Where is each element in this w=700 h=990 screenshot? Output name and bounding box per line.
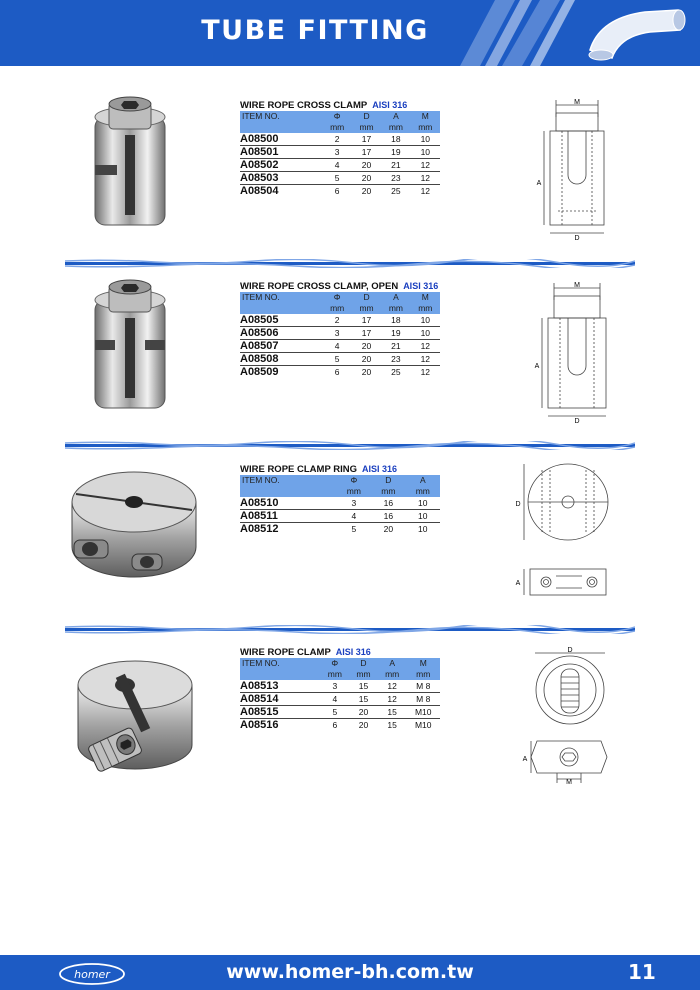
item-code: A08502 [240,159,322,172]
product-title: WIRE ROPE CLAMP [240,647,331,658]
cell: 3 [320,680,349,693]
cell: 12 [378,693,407,706]
col-header: A [406,475,440,486]
table-row [240,340,440,353]
table-row [240,159,440,172]
material-label: AISI 316 [362,464,398,474]
dim-label-a: A [522,756,528,763]
cell: 12 [411,159,440,172]
cross-clamp-open-drawing [528,278,618,423]
item-code: A08510 [240,497,337,510]
clamp-ring-photo [62,462,207,592]
col-header: A [381,111,410,122]
item-code: A08507 [240,340,322,353]
cell: 4 [322,159,351,172]
cell: 17 [352,146,381,159]
cell: 17 [352,327,381,340]
cross-clamp-drawing [528,95,618,240]
cell: 25 [391,367,401,377]
cell: 18 [381,133,410,146]
item-code: A08501 [240,146,322,159]
page-header [0,0,700,66]
dim-label-a: A [534,363,540,370]
table-row [240,680,440,693]
item-code: A08504 [240,185,279,197]
item-code: A08515 [240,706,320,719]
unit-header: mm [352,303,381,314]
cell: 12 [411,353,440,366]
col-header: Φ [320,658,349,669]
product-title: WIRE ROPE CROSS CLAMP [240,100,368,111]
table-row [240,185,440,198]
cell: 4 [322,340,351,353]
cell: 12 [420,186,431,196]
cell: 3 [322,327,351,340]
dim-label-m: M [574,282,580,289]
cell: 2 [322,133,351,146]
col-header: D [352,111,381,122]
website-url[interactable]: www.homer-bh.com.tw [226,961,474,983]
unit-header: mm [349,669,378,680]
unit-header: mm [411,122,440,133]
cell: 20 [352,340,381,353]
cell: 23 [381,353,410,366]
col-header: ITEM NO. [240,475,337,486]
col-header: D [371,475,405,486]
cell: M 8 [407,693,441,706]
cell: 12 [378,680,407,693]
item-code: A08506 [240,327,322,340]
section-divider [65,441,635,450]
wire-rope-clamp-top-drawing [525,643,615,728]
cell: 5 [320,706,349,719]
table-row [240,172,440,185]
cell: 20 [352,172,381,185]
cell: 10 [411,133,440,146]
item-code: A08513 [240,680,320,693]
unit-header: mm [352,122,381,133]
wire-rope-clamp-photo [70,645,200,780]
table-row [240,146,440,159]
table-row [240,510,440,523]
cell: 12 [420,367,431,377]
table-row [240,133,440,146]
cell: M10 [414,720,432,730]
wire-rope-clamp-side-drawing [515,737,615,785]
page-number: 11 [628,960,656,984]
cell: M10 [407,706,441,719]
cell: 25 [391,186,401,196]
unit-header [240,669,320,680]
table-row [240,366,440,379]
table-row [240,353,440,366]
dim-label-d: D [574,418,580,423]
cell: 12 [411,340,440,353]
page-title: TUBE FITTING [201,15,429,46]
cell: 10 [411,314,440,327]
product-title: WIRE ROPE CROSS CLAMP, OPEN [240,281,399,292]
unit-header: mm [407,669,441,680]
item-code: A08511 [240,510,337,523]
tube-elbow-graphic [440,0,700,66]
item-code: A08514 [240,693,320,706]
cell: 5 [351,524,357,534]
dim-label-d: D [567,647,573,654]
cell: 19 [381,146,410,159]
table-row [240,523,440,536]
cell: 10 [411,146,440,159]
cell: 5 [322,353,351,366]
cross-clamp-spec [240,99,445,197]
cell: 16 [371,497,405,510]
col-header: M [411,292,440,303]
cell: 4 [337,510,371,523]
dim-label-d: D [515,501,521,508]
col-header: Φ [337,475,371,486]
logo-text: homer [74,968,110,981]
dim-label-a: A [536,180,542,187]
col-header: ITEM NO. [240,292,322,303]
cell: 6 [332,720,338,730]
cell: 15 [387,720,397,730]
col-header: ITEM NO. [240,658,320,669]
col-header: M [411,111,440,122]
cross-clamp-photo [85,95,175,235]
cell: 16 [371,510,405,523]
section-divider [65,259,635,268]
spec-table [240,111,440,197]
unit-header: mm [320,669,349,680]
table-row [240,693,440,706]
unit-header: mm [322,303,351,314]
cell: 21 [381,340,410,353]
dim-label-m: M [574,99,580,106]
cell: 20 [352,159,381,172]
spec-table [240,475,440,535]
spec-table [240,658,440,731]
dim-label-a: A [515,580,521,587]
item-code: A08500 [240,133,322,146]
cell: M 8 [407,680,441,693]
clamp-ring-side-drawing [512,565,617,600]
cell: 21 [381,159,410,172]
cell: 15 [378,706,407,719]
dim-label-d: D [574,235,580,240]
table-row [240,314,440,327]
cell: 20 [349,706,378,719]
col-header: ITEM NO. [240,111,322,122]
col-header: D [352,292,381,303]
cell: 17 [352,314,381,327]
col-header: M [407,658,441,669]
cell: 6 [334,186,340,196]
page-footer [0,955,700,990]
cell: 4 [320,693,349,706]
cell: 3 [322,146,351,159]
cross-clamp-open-photo [85,278,175,418]
item-code: A08508 [240,353,322,366]
unit-header: mm [337,486,371,497]
clamp-ring-top-drawing [512,460,617,545]
unit-header: mm [322,122,351,133]
product-title: WIRE ROPE CLAMP RING [240,464,357,475]
cell: 10 [411,327,440,340]
unit-header: mm [381,303,410,314]
unit-header: mm [378,669,407,680]
cell: 19 [381,327,410,340]
table-row [240,706,440,719]
wire-rope-clamp-spec [240,646,445,731]
unit-header: mm [381,122,410,133]
col-header: A [381,292,410,303]
cell: 10 [406,510,440,523]
table-row [240,497,440,510]
col-header: A [378,658,407,669]
col-header: Φ [322,111,351,122]
cell: 17 [352,133,381,146]
cell: 10 [406,497,440,510]
spec-table [240,292,440,378]
material-label: AISI 316 [335,647,371,657]
col-header: D [349,658,378,669]
unit-header: mm [411,303,440,314]
cell: 15 [349,680,378,693]
cell: 5 [322,172,351,185]
dim-label-m: M [566,779,572,785]
cell: 20 [383,524,394,534]
item-code: A08512 [240,523,279,535]
cell: 20 [352,353,381,366]
cell: 3 [337,497,371,510]
item-code: A08505 [240,314,322,327]
material-label: AISI 316 [372,100,408,110]
section-divider [65,625,635,634]
table-row [240,327,440,340]
cell: 23 [381,172,410,185]
unit-header [240,303,322,314]
cell: 20 [361,367,372,377]
item-code: A08516 [240,719,279,731]
material-label: AISI 316 [403,281,439,291]
cell: 20 [358,720,369,730]
cell: 18 [381,314,410,327]
cell: 6 [334,367,340,377]
unit-header: mm [406,486,440,497]
table-row [240,719,440,732]
cell: 20 [361,186,372,196]
unit-header: mm [371,486,405,497]
cell: 12 [411,172,440,185]
unit-header [240,122,322,133]
unit-header [240,486,337,497]
item-code: A08509 [240,366,279,378]
col-header: Φ [322,292,351,303]
cell: 15 [349,693,378,706]
cross-clamp-open-spec [240,280,445,378]
cell: 10 [418,524,428,534]
item-code: A08503 [240,172,322,185]
clamp-ring-spec [240,463,445,535]
cell: 2 [322,314,351,327]
